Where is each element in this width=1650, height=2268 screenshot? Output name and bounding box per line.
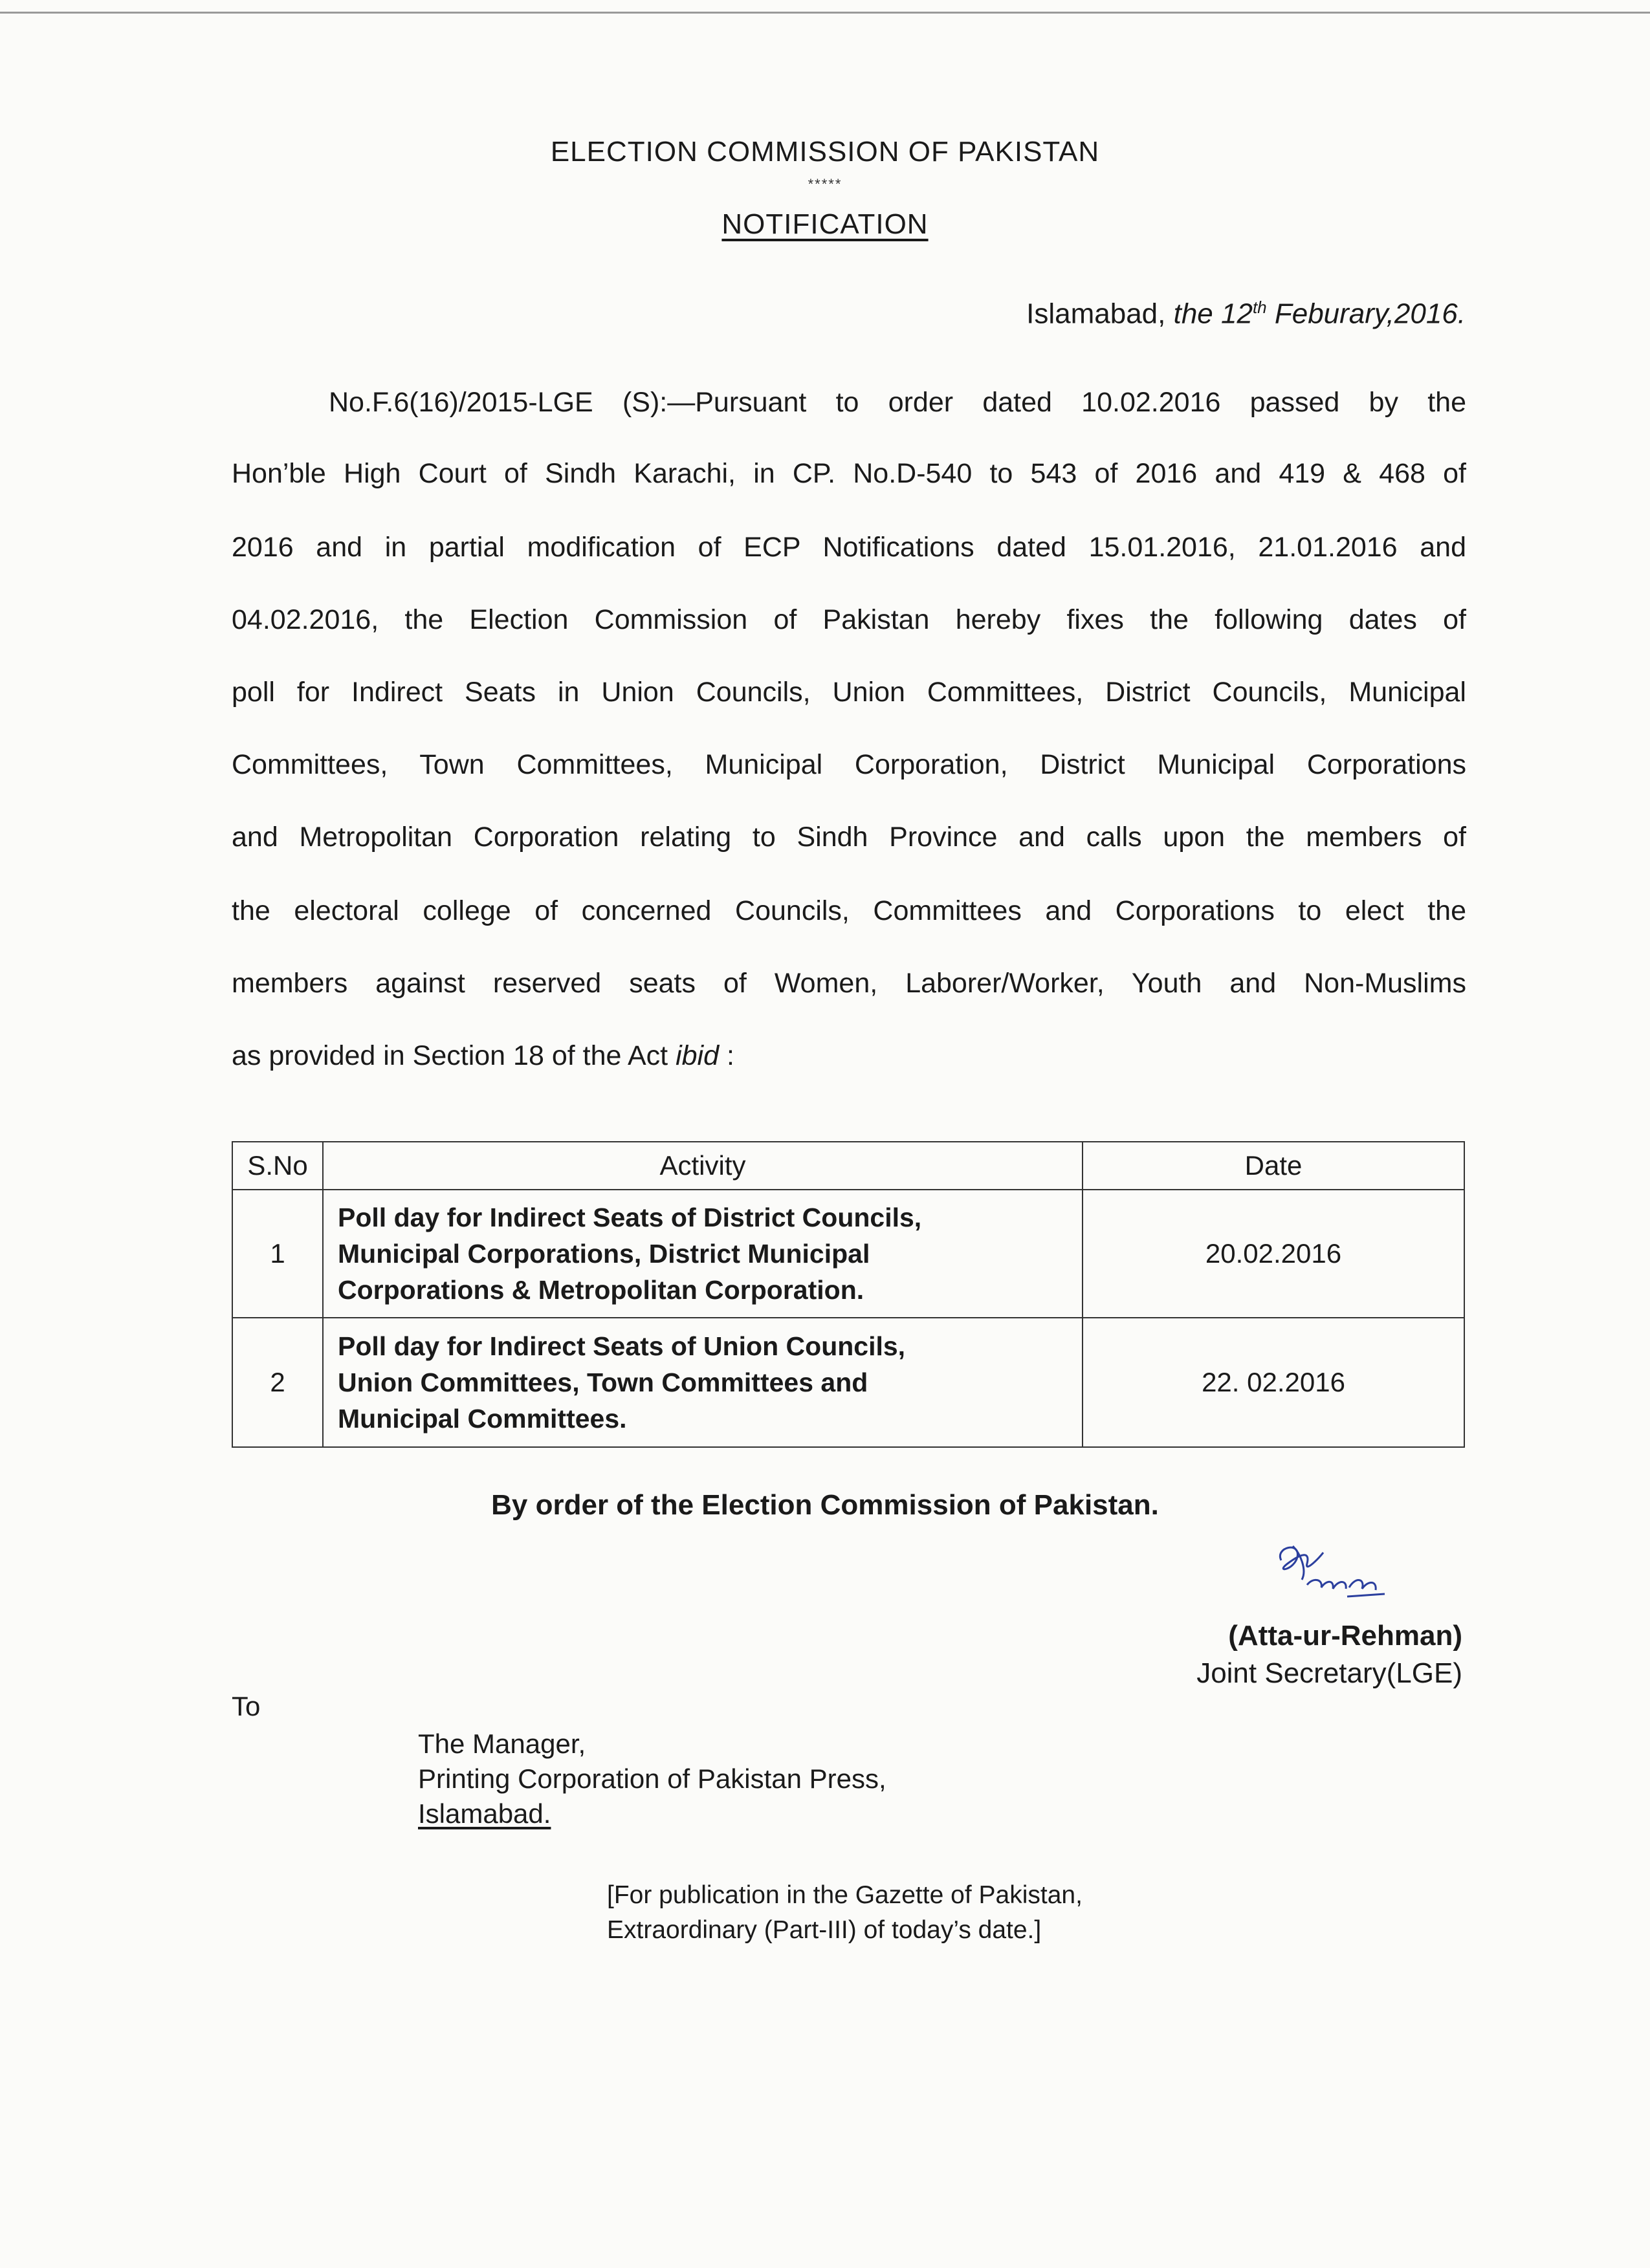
notification-title [0, 208, 1650, 241]
body-line-9: members against reserved seats of Women, Laborer/Worker, Youth and Non-Muslims [232, 968, 1466, 999]
heading-separator: ***** [808, 176, 842, 192]
body-line-8: the electoral college of concerned Councils, Committees and Corporations to elect the [232, 895, 1466, 926]
dateline-place: Islamabad, [1026, 298, 1166, 330]
body-line-5: poll for Indirect Seats in Union Councils, Union Committees, District Councils, Municipal [232, 677, 1466, 708]
row-sno: 2 [232, 1318, 323, 1447]
recipient-line-1: The Manager, [418, 1728, 586, 1759]
row-date: 22. 02.2016 [1083, 1318, 1464, 1447]
dateline-ordinal: th [1252, 298, 1267, 317]
recipient-line-3: Islamabad. [418, 1798, 551, 1829]
row-activity: Poll day for Indirect Seats of Union Councils, Union Committees, Town Committees and Municipal Committees. [323, 1318, 1083, 1447]
schedule-header-row [232, 1142, 1464, 1190]
signer-designation: Joint Secretary(LGE) [1196, 1657, 1462, 1689]
dateline-the: the 12 [1173, 298, 1253, 330]
table-row [232, 1190, 1464, 1318]
header-activity: Activity [323, 1142, 1083, 1190]
header-sno: S.No [232, 1142, 323, 1190]
organization-heading: ELECTION COMMISSION OF PAKISTAN [550, 136, 1100, 168]
table-row [232, 1318, 1464, 1447]
row-date: 20.02.2016 [1083, 1190, 1464, 1318]
row-activity: Poll day for Indirect Seats of District Councils, Municipal Corporations, District Municipal Corporations & Metropolitan Corporation. [323, 1190, 1083, 1318]
dateline-date: Feburary,2016. [1266, 298, 1466, 330]
header-date: Date [1083, 1142, 1464, 1190]
order-line: By order of the Election Commission of Pakistan. [491, 1489, 1159, 1521]
schedule-table [232, 1141, 1465, 1448]
body-line-2: Hon’ble High Court of Sindh Karachi, in CP. No.D-540 to 543 of 2016 and 419 & 468 of [232, 458, 1466, 489]
body-line-10: as provided in Section 18 of the Act ibid : [232, 1040, 734, 1071]
publication-note-line-1: [For publication in the Gazette of Pakistan, [607, 1881, 1083, 1909]
handwritten-signature [1262, 1534, 1391, 1606]
body-line-7: and Metropolitan Corporation relating to Sindh Province and calls upon the members of [232, 822, 1466, 853]
body-line-3: 2016 and in partial modification of ECP Notifications dated 15.01.2016, 21.01.2016 and [232, 532, 1466, 563]
recipient-to: To [232, 1691, 261, 1721]
reference-number: No.F.6(16)/2015-LGE (S): [329, 387, 668, 418]
body-line-6: Committees, Town Committees, Municipal Corporation, District Municipal Corporations [232, 749, 1466, 780]
body-line-1: No.F.6(16)/2015-LGE (S):—Pursuant to order dated 10.02.2016 passed by the [329, 387, 1466, 418]
notification-title-text: NOTIFICATION [721, 208, 929, 240]
dateline [1026, 298, 1466, 331]
ibid-text: ibid [676, 1040, 719, 1071]
row-sno: 1 [232, 1190, 323, 1318]
publication-note-line-2: Extraordinary (Part-III) of today’s date.] [607, 1916, 1042, 1944]
scan-top-edge [0, 12, 1650, 14]
signer-name: (Atta-ur-Rehman) [1228, 1620, 1462, 1652]
body-line-4: 04.02.2016, the Election Commission of Pakistan hereby fixes the following dates of [232, 604, 1466, 635]
recipient-line-2: Printing Corporation of Pakistan Press, [418, 1763, 886, 1794]
